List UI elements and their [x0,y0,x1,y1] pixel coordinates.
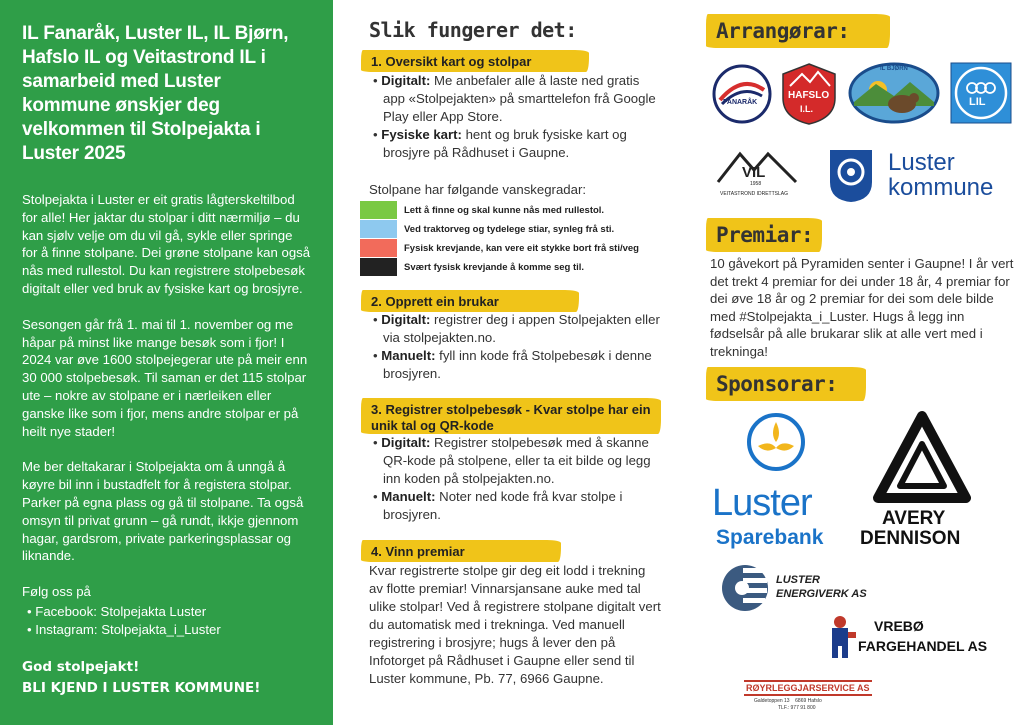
difficulty-black: Svært fysisk krevjande å komme seg til. [360,258,584,276]
difficulty-blue-swatch [360,220,397,238]
organizers-sponsors-panel [700,0,1024,725]
section-4-body: Kvar registrerte stolpe gir deg eit lodd i trekning av flotte premiar! Vinnarsjansane auke med tal ulike stolpar! Ved å registrere stolpane digitalt vert du automatisk med i trekninga. Ved manuell registrering i brosjyre; hugs å lever den på Infotorget på Rådhuset i Gaupne eller send til Luster kommune, Pb. 77, 6966 Gaupne. [369,563,661,686]
hafslo-logo: HAFSLO I.L. [780,62,838,126]
difficulty-black-swatch [360,258,397,276]
social-list [22,603,311,639]
social-instagram: • Instagram: Stolpejakta_i_Luster [27,621,311,639]
section-1-body [371,72,661,162]
bjorn-logo: IL BJØRN [848,62,940,124]
luster-sparebank-logo: Luster Sparebank [710,408,844,554]
difficulty-blue: Ved traktorveg og tydelege stiar, synleg frå sti. [360,220,614,238]
luster-energiverk-logo: LUSTER ENERGIVERK AS [720,560,900,616]
intro-paragraph-3: Me ber deltakarar i Stolpejakta om å unngå å køyre bil inn i bustadfelt for å registera stolpar. Parker på egna plass og gå til stolpane. Ta også omsyn til privat grunn – gå rundt, ikkje gjennom hagar, gardsrom, private parkeringsplassar og liknande. [22,459,304,564]
intro-heading: IL Fanaråk, Luster IL, IL Bjørn, Hafslo IL og Veitastrond IL i samarbeid med Luster kommune ønskjer deg velkommen til Stolpejakta i Luster 2025 [22,23,289,164]
section-1-physical: • Fysiske kart: hent og bruk fysiske kart og brosjyre på Rådhuset i Gaupne. [371,126,661,162]
luster-kommune-logo: Luster kommune [828,146,1018,206]
section-1-digital: • Digitalt: Me anbefaler alle å laste ned gratis app «Stolpejakten» på smarttelefon frå Google Play eller App Store. [371,72,661,126]
closing-slogan: BLI KJEND I LUSTER KOMMUNE! [22,679,261,696]
vrebo-fargehandel-logo: VREBØ FARGEHANDEL AS [818,612,1018,664]
royrleggjarservice-logo: RØYRLEGGJARSERVICE AS Galdetoppen 13 6869 Hafslo TLF.: 977 91 800 [742,672,872,718]
section-3-body [371,434,661,524]
difficulty-intro: Stolpane har følgande vanskegradar: [369,182,587,197]
intro-paragraph-1: Stolpejakta i Luster er eit gratis lågterskeltilbod for alle! Her jaktar du stolpar i ditt nærmiljø – du kan sjølv velje om du vil gå, sykle eller springe for å finne stolpane. Dei grøne stolpane kan også nås med rullestol. Du kan registrere stolpebesøk digitalt eller ved bruk av fysiske kart og brosjyre. [22,192,311,296]
organizers-title: Arrangørar: [716,19,850,43]
section-2-heading: 2. Opprett ein brukar [371,294,499,309]
difficulty-green-swatch [360,201,397,219]
fanarak-logo: FANARÅK [712,64,772,124]
section-2-body [371,311,661,383]
avery-dennison-logo: AVERY DENNISON [860,410,984,550]
section-4-heading: 4. Vinn premiar [371,544,465,559]
follow-label: Følg oss på [22,584,91,600]
section-3-manual: • Manuelt: Noter ned kode frå kvar stolpe i brosjyren. [371,488,661,524]
veitastrond-logo: VIL 1958 VEITASTROND IDRETTSLAG [714,148,800,202]
sponsors-title: Sponsorar: [716,372,838,396]
how-it-works-panel [349,0,664,725]
difficulty-green: Lett å finne og skal kunne nås med rullestol. [360,201,604,219]
difficulty-red: Fysisk krevjande, kan vere eit stykke bort frå sti/veg [360,239,639,257]
intro-paragraph-2: Sesongen går frå 1. mai til 1. november og me håpar på minst like mange besøk som i fjor! I 2024 var øve 1600 stolpejegerar ute på meir enn 30 000 stolpebesøk. Til saman er det 115 stolpar ute – nokre av stolpane er i nærleiken eller ganske like som i fjor, mens andre stolpar er på heilt nye stader! [22,316,308,439]
difficulty-red-swatch [360,239,397,257]
section-3-heading: 3. Registrer stolpebesøk - Kvar stolpe har ein unik tal og QR-kode [371,402,651,433]
closing-greeting: God stolpejakt! [22,658,140,675]
prizes-title: Premiar: [716,223,814,247]
intro-panel [0,0,333,725]
lil-logo: LIL [950,62,1012,124]
social-facebook: • Facebook: Stolpejakta Luster [27,603,311,621]
how-it-works-title: Slik fungerer det: [369,18,577,42]
prizes-text: 10 gåvekort på Pyramiden senter i Gaupne! I år vert det trekt 4 premiar for dei under 18 år, 4 premiar for dei øve 18 år og 2 premiar for dei som dele bilde med #Stolpejakta_i_Luster. Hugs å legg inn fødselsår på alle brukarar slik at alle vert med i trekninga! [710,256,1014,359]
section-1-heading: 1. Oversikt kart og stolpar [371,54,532,69]
section-2-manual: • Manuelt: fyll inn kode frå Stolpebesøk i denne brosjyren. [371,347,661,383]
section-2-digital: • Digitalt: registrer deg i appen Stolpejakten eller via stolpejakten.no. [371,311,661,347]
section-3-digital: • Digitalt: Registrer stolpebesøk med å skanne QR-kode på stolpene, eller ta eit bilde og legg inn koden på stolpejakten.no. [371,434,661,488]
